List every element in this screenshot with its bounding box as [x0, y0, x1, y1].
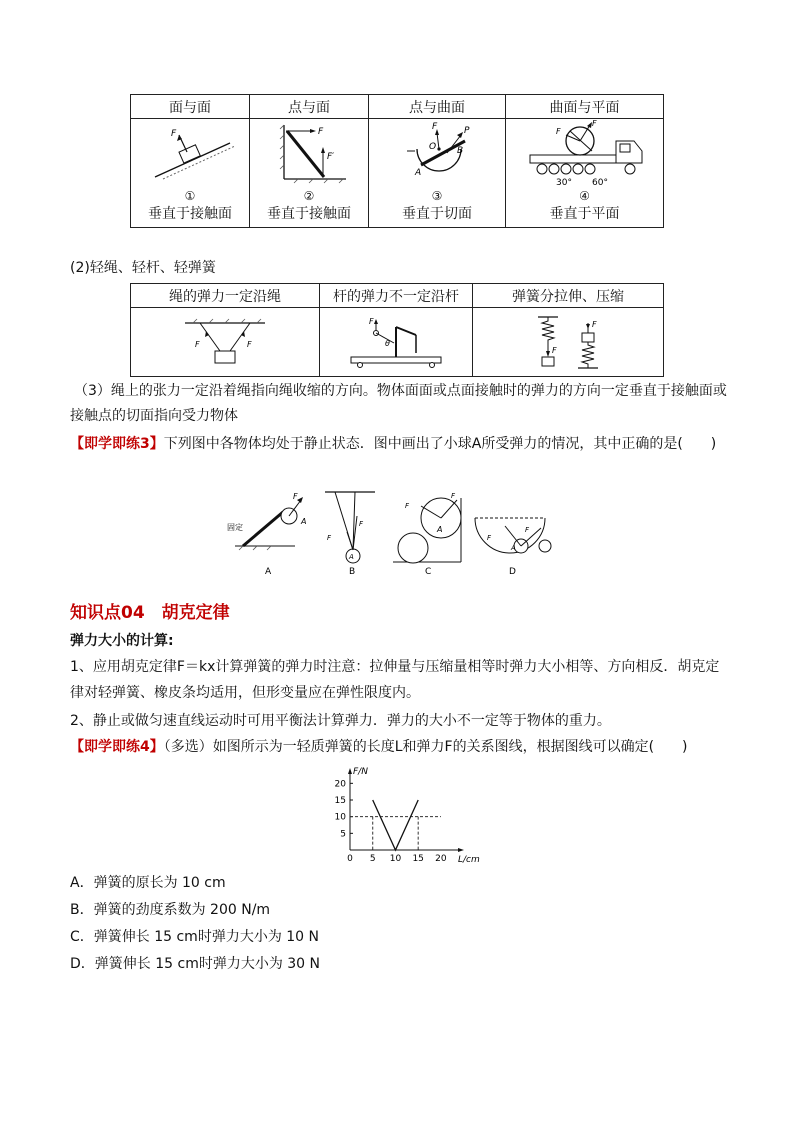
angle-label: 30° [555, 178, 572, 188]
paragraph-3-line-2: 接触点的切面指向受力物体 [70, 408, 238, 424]
force-label: F [555, 127, 561, 136]
y-tick-label: 10 [334, 812, 346, 823]
paragraph-2: 2、静止或做匀速直线运动时可用平衡法计算弹力．弹力的大小不一定等于物体的重力。 [70, 713, 611, 729]
table-header: 点与面 [250, 95, 369, 119]
point-label: A [511, 544, 516, 552]
contact-force-table [130, 94, 664, 228]
option-c: C．弹簧伸长 15 cm时弹力大小为 10 N [70, 929, 320, 945]
figure-caption: 垂直于接触面 [148, 206, 232, 222]
option-label: B [349, 567, 356, 577]
bracket-rod-figure [336, 313, 456, 371]
force-label: F [318, 127, 324, 137]
series-line [373, 800, 418, 850]
bowl-rod-figure [377, 119, 497, 189]
figure-plane-plane [131, 119, 250, 228]
angle-label: 60° [591, 178, 608, 188]
table-header: 绳的弹力一定沿绳 [131, 284, 320, 308]
exercise-3-figures [225, 488, 565, 580]
force-label: F [525, 526, 530, 534]
point-label: A [415, 168, 422, 178]
table-header: 点与曲面 [369, 95, 506, 119]
option-label: A [265, 567, 272, 577]
figure-rope [131, 308, 320, 377]
point-label: A [437, 525, 443, 534]
exercise-4-question [70, 736, 688, 758]
option-d: D．弹簧伸长 15 cm时弹力大小为 30 N [70, 956, 321, 972]
point-label: A [349, 553, 354, 561]
option-label: D [509, 567, 516, 577]
force-label: F [327, 534, 332, 542]
rope-rod-spring-table [130, 283, 664, 377]
force-label: F [247, 340, 252, 349]
exercise-tag: 【即学即练3】 [70, 436, 164, 452]
force-label: F [552, 346, 557, 355]
force-label: F [405, 502, 410, 510]
figure-spring [473, 308, 664, 377]
x-axis-label: L/cm [458, 855, 480, 865]
figure-number: ③ [431, 189, 443, 203]
truck-pipe-figure [520, 119, 650, 189]
x-tick-label: 15 [412, 854, 424, 864]
force-label: F [591, 119, 597, 128]
table-header: 曲面与平面 [506, 95, 664, 119]
option-label: C [425, 567, 432, 577]
option-a: A．弹簧的原长为 10 cm [70, 875, 226, 891]
table-header: 杆的弹力不一定沿杆 [320, 284, 473, 308]
point-label: O [429, 142, 437, 152]
point-label: A [301, 517, 307, 526]
y-axis-arrow [348, 768, 352, 774]
figure-number: ④ [579, 189, 590, 203]
y-tick-label: 5 [340, 829, 346, 840]
exercise-tag: 【即学即练4】 [70, 739, 164, 755]
paragraph-1-line-1: 1、应用胡克定律F＝kx计算弹簧的弹力时注意：拉伸量与压缩量相等时弹力大小相等、方向相反．胡克定 [70, 659, 720, 675]
paragraph-1-line-2: 律对轻弹簧、橡皮条均适用，但形变量应在弹性限度内。 [70, 685, 420, 701]
section-heading: 知识点04 胡克定律 [70, 603, 230, 623]
option-b: B．弹簧的劲度系数为 200 N/m [70, 902, 271, 918]
incline-block-figure [135, 119, 245, 189]
figure-rod [320, 308, 473, 377]
springs-figure [508, 313, 628, 371]
point-label: B [457, 146, 464, 156]
sub-title: 弹力大小的计算: [70, 633, 174, 649]
figure-caption: 垂直于平面 [549, 206, 620, 222]
force-label: F [432, 122, 438, 132]
paragraph-3-line-1: （3）绳上的张力一定沿着绳指向绳收缩的方向。物体面面或点面接触时的弹力的方向一定垂直于接触面或 [74, 383, 727, 399]
x-tick-label: 5 [369, 854, 376, 864]
figure-number: ② [303, 189, 315, 203]
force-label: F [293, 492, 298, 501]
y-tick-label: 15 [334, 796, 346, 806]
force-label: F [487, 534, 492, 542]
section-title: (2)轻绳、轻杆、轻弹簧 [70, 260, 216, 276]
force-label: F′ [327, 152, 335, 162]
figure-caption: 垂直于接触面 [267, 206, 351, 222]
force-label: F [369, 317, 374, 326]
table-header: 面与面 [131, 95, 250, 119]
angle-label: θ [385, 339, 390, 348]
hanging-block-figure [165, 313, 285, 371]
x-tick-label: 0 [347, 854, 353, 864]
figure-number: ① [184, 189, 196, 203]
exercise-text: 下列图中各物体均处于静止状态．图中画出了小球A所受弹力的情况，其中正确的是( ) [163, 436, 717, 452]
figure-point-plane [250, 119, 369, 228]
y-axis-label: F/N [353, 767, 368, 777]
spring-force-length-chart [330, 767, 480, 865]
x-tick-label: 10 [389, 854, 402, 864]
figure-curve-plane [506, 119, 664, 228]
figure-point-curve [369, 119, 506, 228]
force-label: F [359, 520, 364, 528]
x-tick-label: 20 [435, 854, 447, 864]
fixed-label: 固定 [227, 523, 243, 532]
exercise-3-question [70, 433, 716, 455]
exercise-text: （多选）如图所示为一轻质弹簧的长度L和弹力F的关系图线，根据图线可以确定( ) [163, 739, 688, 755]
force-label: F [592, 320, 597, 329]
rod-wall-figure [254, 119, 364, 189]
force-label: F [195, 340, 200, 349]
x-axis-arrow [458, 848, 464, 852]
table-header: 弹簧分拉伸、压缩 [473, 284, 664, 308]
force-label: F [171, 129, 177, 139]
force-label: F [451, 492, 456, 500]
y-tick-label: 20 [334, 779, 346, 790]
figure-caption: 垂直于切面 [402, 206, 472, 222]
point-label: P [464, 126, 470, 136]
